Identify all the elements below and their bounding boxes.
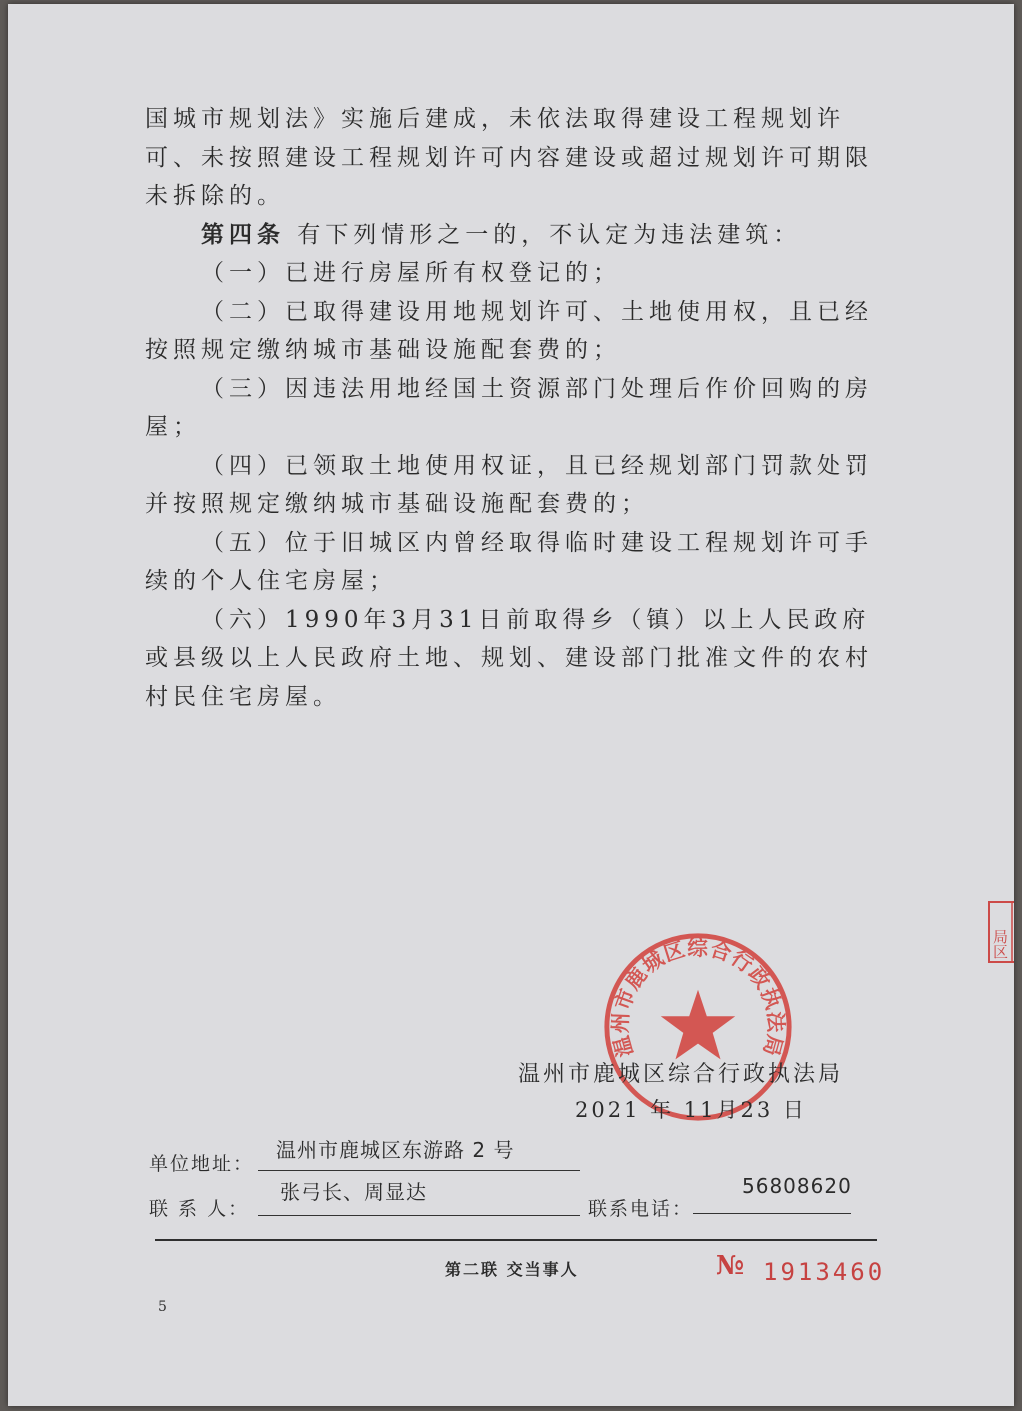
article-number: 第四条 xyxy=(201,220,285,248)
phone-value: 56808620 xyxy=(742,1174,852,1198)
side-stamp xyxy=(986,899,1014,965)
document-body xyxy=(145,100,885,716)
clause-1: （一）已进行房屋所有权登记的； xyxy=(201,260,621,286)
contact-person-value: 张弓长、周显达 xyxy=(280,1180,427,1204)
clause-3: （三）因违法用地经国土资源部门处理后作价回购的房屋； xyxy=(145,375,873,440)
contact-person-underline xyxy=(258,1215,580,1216)
issuing-authority: 温州市鹿城区综合行政执法局 xyxy=(518,1062,844,1087)
clause-6: （六）1990年3月31日前取得乡（镇）以上人民政府或县级以上人民政府土地、规划、建设部门批准文件的农村村民住宅房屋。 xyxy=(145,606,873,710)
clause-2: （二）已取得建设用地规划许可、土地使用权，且已经按照规定缴纳城市基础设施配套费的； xyxy=(145,298,873,363)
article-four-heading xyxy=(145,216,885,255)
address-value: 温州市鹿城区东游路 2 号 xyxy=(276,1138,515,1162)
clause-5: （五）位于旧城区内曾经取得临时建设工程规划许可手续的个人住宅房屋； xyxy=(145,529,873,594)
footer-divider xyxy=(155,1239,877,1241)
side-stamp-text: 局区 xyxy=(991,929,1009,959)
clause-4: （四）已领取土地使用权证，且已经规划部门罚款处罚并按照规定缴纳城市基础设施配套费的； xyxy=(145,452,873,517)
seal-text: 温州市鹿城区综合行政执法局 xyxy=(608,935,788,1060)
document-page xyxy=(8,4,1014,1406)
copy-label: 第二联 交当事人 xyxy=(445,1260,579,1279)
page-number: 5 xyxy=(158,1299,167,1315)
phone-label: 联系电话： xyxy=(588,1198,694,1220)
issue-date: 2021 年 11月23 日 xyxy=(575,1098,807,1122)
paragraph-text: 国城市规划法》实施后建成，未依法取得建设工程规划许可、未按照建设工程规划许可内容建设或超过规划许可期限未拆除的。 xyxy=(145,106,873,209)
address-label: 单位地址： xyxy=(149,1153,255,1175)
article-intro: 有下列情形之一的，不认定为违法建筑： xyxy=(285,221,802,248)
serial-number: 1913460 xyxy=(763,1258,886,1286)
paragraph-continuation xyxy=(145,100,885,216)
star-icon xyxy=(661,990,735,1060)
contact-person-label: 联 系 人： xyxy=(149,1198,250,1220)
address-underline xyxy=(258,1170,580,1171)
serial-mark: № xyxy=(716,1251,745,1281)
phone-underline xyxy=(693,1213,851,1214)
